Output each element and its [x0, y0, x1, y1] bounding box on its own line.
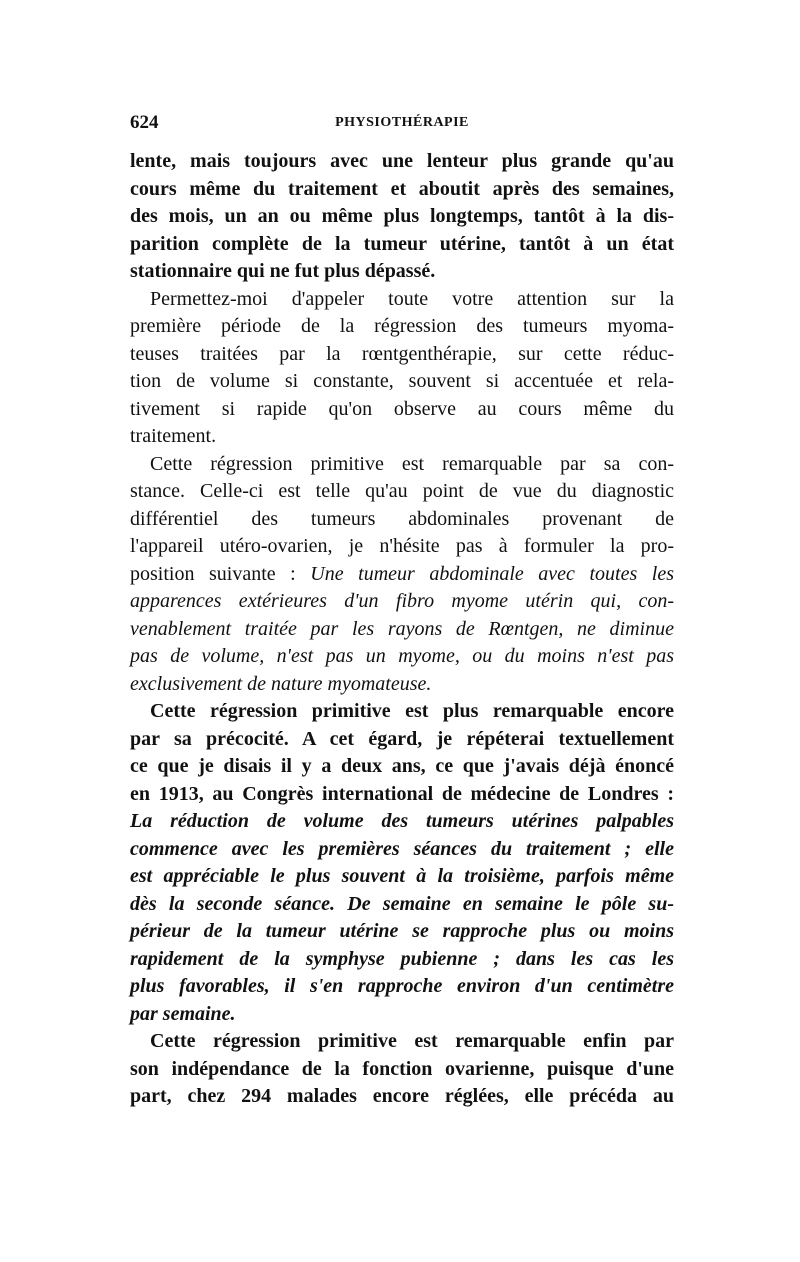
- page-number: 624: [130, 112, 159, 133]
- text-line: l'appareil utéro-ovarien, je n'hésite pas à formuler la pro-: [130, 535, 674, 557]
- text-line: pas de volume, n'est pas un myome, ou du moins n'est pas: [130, 645, 674, 667]
- text-line: différentiel des tumeurs abdominales provenant de: [130, 507, 674, 530]
- text-line: teuses traitées par la rœntgenthérapie, sur cette réduc-: [130, 342, 674, 365]
- text-line: commence avec les premières séances du traitement ; elle: [130, 837, 674, 860]
- text-line: ce que je disais il y a deux ans, ce que j'avais déjà énoncé: [130, 755, 674, 777]
- text-line: stance. Celle-ci est telle qu'au point de vue du diagnostic: [130, 480, 674, 502]
- text-line: par semaine.: [130, 1002, 236, 1025]
- text-line: exclusivement de nature myomateuse.: [130, 672, 432, 695]
- text-line-mixed: [130, 561, 674, 589]
- text-line: venablement traitée par les rayons de Rœntgen, ne diminue: [130, 617, 674, 640]
- text-line: apparences extérieures d'un fibro myome utérin qui, con-: [130, 590, 674, 612]
- page-header: [130, 112, 674, 142]
- text-line: part, chez 294 malades encore réglées, elle précéda au: [130, 1085, 674, 1107]
- text-line: première période de la régression des tumeurs myoma-: [130, 315, 674, 337]
- text-line: stationnaire qui ne fut plus dépassé.: [130, 260, 436, 282]
- italic-segment: Une tumeur abdominale avec toutes les: [310, 562, 674, 585]
- text-line: plus favorables, il s'en rapproche environ d'un centimètre: [130, 975, 674, 997]
- text-line: Cette régression primitive est remarquable par sa con-: [150, 452, 674, 475]
- running-title: PHYSIOTHÉRAPIE: [335, 115, 469, 130]
- text-line: tion de volume si constante, souvent si accentuée et rela-: [130, 370, 674, 392]
- body-text: [130, 148, 674, 1111]
- text-segment: position suivante :: [130, 562, 296, 585]
- text-line: dès la seconde séance. De semaine en semaine le pôle su-: [130, 892, 674, 915]
- text-line: lente, mais toujours avec une lenteur plus grande qu'au: [130, 150, 674, 172]
- text-line: traitement.: [130, 425, 217, 447]
- text-line: Cette régression primitive est plus remarquable encore: [150, 700, 674, 722]
- text-line: La réduction de volume des tumeurs utérines palpables: [130, 810, 674, 832]
- text-line: périeur de la tumeur utérine se rapproche plus ou moins: [130, 920, 674, 942]
- text-line: en 1913, au Congrès international de médecine de Londres :: [130, 782, 674, 805]
- text-line: par sa précocité. A cet égard, je répéterai textuellement: [130, 727, 674, 750]
- text-line: tivement si rapide qu'on observe au cours même du: [130, 397, 674, 420]
- text-line: rapidement de la symphyse pubienne ; dans les cas les: [130, 947, 674, 970]
- text-line: Cette régression primitive est remarquable enfin par: [150, 1030, 674, 1052]
- text-line: cours même du traitement et aboutit après des semaines,: [130, 177, 674, 200]
- text-line: parition complète de la tumeur utérine, tantôt à un état: [130, 232, 674, 255]
- text-line: Permettez-moi d'appeler toute votre attention sur la: [150, 287, 674, 310]
- text-line: des mois, un an ou même plus longtemps, tantôt à la dis-: [130, 205, 674, 227]
- text-line: son indépendance de la fonction ovarienne, puisque d'une: [130, 1057, 674, 1080]
- text-line: est appréciable le plus souvent à la troisième, parfois même: [130, 865, 674, 887]
